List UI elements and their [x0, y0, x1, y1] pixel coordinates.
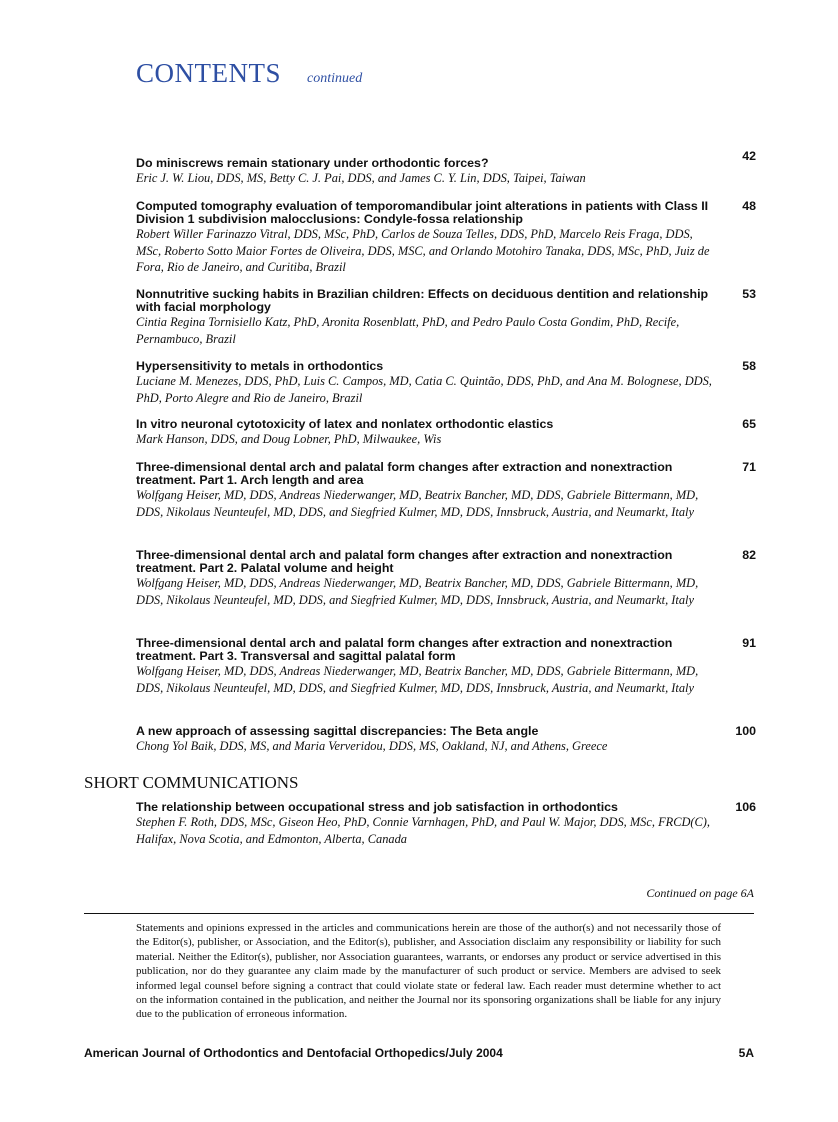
article-title: A new approach of assessing sagittal discrepancies: The Beta angle — [136, 724, 539, 738]
page-number: 48 — [742, 199, 756, 213]
article-title: In vitro neuronal cytotoxicity of latex and nonlatex orthodontic elastics — [136, 417, 554, 431]
contents-entry[interactable] — [136, 288, 756, 347]
article-title: Nonnutritive sucking habits in Brazilian children: Effects on deciduous dentition and relationship with facial morphology — [136, 287, 709, 314]
article-authors: Luciane M. Menezes, DDS, PhD, Luis C. Campos, MD, Catia C. Quintão, DDS, PhD, and Ana M. Bolognese, DDS, PhD, Porto Alegre and Rio de Janeiro, Brazil — [136, 374, 712, 405]
article-title: Computed tomography evaluation of temporomandibular joint alterations in patients with Class II Division 1 subdivision malocclusions: Condyle-fossa relationship — [136, 199, 709, 226]
contents-entry[interactable] — [136, 200, 756, 276]
article-authors: Eric J. W. Liou, DDS, MS, Betty C. J. Pai, DDS, and James C. Y. Lin, DDS, Taipei, Taiwan — [136, 171, 586, 185]
contents-entry[interactable] — [136, 725, 756, 755]
article-title: Three-dimensional dental arch and palatal form changes after extraction and nonextraction treatment. Part 3. Transversal and sagittal palatal form — [136, 636, 673, 663]
article-title: Do miniscrews remain stationary under orthodontic forces? — [136, 156, 489, 170]
divider — [84, 913, 754, 914]
contents-entry[interactable] — [136, 461, 756, 520]
journal-name: American Journal of Orthodontics and Dentofacial Orthopedics/July 2004 — [84, 1046, 503, 1060]
page-number: 65 — [742, 417, 756, 431]
page-number: 71 — [742, 460, 756, 474]
footer-page-number: 5A — [738, 1046, 754, 1060]
article-authors: Robert Willer Farinazzo Vitral, DDS, MSc, PhD, Carlos de Souza Telles, DDS, PhD, Marcelo Reis Fraga, DDS, MSc, Roberto Sotto Maior Fortes de Oliveira, DDS, MSC, and Orlando Motohiro Tanaka, DDS, MSc, PhD, Juiz de Fora, Rio de Janeiro, and Curitiba, Brazil — [136, 227, 710, 274]
article-authors: Mark Hanson, DDS, and Doug Lobner, PhD, Milwaukee, Wis — [136, 432, 442, 446]
article-authors: Wolfgang Heiser, MD, DDS, Andreas Niederwanger, MD, Beatrix Bancher, MD, DDS, Gabriele Bittermann, MD, DDS, Nikolaus Neunteufel, MD, DDS, and Siegfried Kulmer, MD, DDS, Innsbruck, Austria, and Neumarkt, Italy — [136, 576, 699, 607]
article-authors: Wolfgang Heiser, MD, DDS, Andreas Niederwanger, MD, Beatrix Bancher, MD, DDS, Gabriele Bittermann, MD, DDS, Nikolaus Neunteufel, MD, DDS, and Siegfried Kulmer, MD, DDS, Innsbruck, Austria, and Neumarkt, Italy — [136, 664, 699, 695]
contents-entry[interactable] — [136, 149, 756, 187]
contents-entry[interactable] — [136, 360, 756, 406]
contents-entry[interactable] — [136, 637, 756, 696]
page-number: 100 — [735, 724, 756, 738]
page-footer — [84, 1046, 754, 1060]
page-number: 82 — [742, 548, 756, 562]
article-authors: Wolfgang Heiser, MD, DDS, Andreas Niederwanger, MD, Beatrix Bancher, MD, DDS, Gabriele Bittermann, MD, DDS, Nikolaus Neunteufel, MD, DDS, and Siegfried Kulmer, MD, DDS, Innsbruck, Austria, and Neumarkt, Italy — [136, 488, 699, 519]
article-authors: Stephen F. Roth, DDS, MSc, Giseon Heo, PhD, Connie Varnhagen, PhD, and Paul W. Major, DDS, MSc, FRCD(C), Halifax, Nova Scotia, and Edmonton, Alberta, Canada — [136, 815, 711, 846]
article-title: Hypersensitivity to metals in orthodontics — [136, 359, 384, 373]
page-number: 91 — [742, 636, 756, 650]
disclaimer-text: Statements and opinions expressed in the articles and communications herein are those of the author(s) and not necessarily those of the Editor(s), publisher, or Association, and the Editor(s), publisher, and Association disclaim any responsibility or liability for such material. Neither the Editor(s), publisher, nor Association guarantees, warrants, or endorses any product or service advertised in this publication, nor do they guarantee any claim made by the manufacturer of such product or service. Members are advised to seek informed legal counsel before signing a contract that could violate state or federal law. Each reader must determine whether to act on the information contained in the publication, and neither the Journal nor its sponsoring organizations shall be liable for any injury due to the publication of erroneous information. — [136, 922, 721, 1021]
page-number: 58 — [742, 359, 756, 373]
article-authors: Chong Yol Baik, DDS, MS, and Maria Ververidou, DDS, MS, Oakland, NJ, and Athens, Greece — [136, 739, 608, 753]
article-title: The relationship between occupational stress and job satisfaction in orthodontics — [136, 800, 618, 814]
contents-entry[interactable] — [136, 801, 756, 847]
contents-entry[interactable] — [136, 418, 756, 448]
contents-header — [136, 58, 362, 89]
page-number: 42 — [742, 149, 756, 163]
page-title: CONTENTS — [136, 58, 281, 88]
contents-entry[interactable] — [136, 549, 756, 608]
article-title: Three-dimensional dental arch and palatal form changes after extraction and nonextraction treatment. Part 1. Arch length and area — [136, 460, 673, 487]
page-number: 106 — [735, 800, 756, 814]
article-authors: Cintia Regina Tornisiello Katz, PhD, Aronita Rosenblatt, PhD, and Pedro Paulo Costa Gondim, PhD, Recife, Pernambuco, Brazil — [136, 315, 680, 346]
continued-label: continued — [307, 71, 363, 86]
continued-note: Continued on page 6A — [646, 886, 754, 900]
section-heading: SHORT COMMUNICATIONS — [84, 773, 299, 792]
page-number: 53 — [742, 287, 756, 301]
article-title: Three-dimensional dental arch and palatal form changes after extraction and nonextraction treatment. Part 2. Palatal volume and height — [136, 548, 673, 575]
